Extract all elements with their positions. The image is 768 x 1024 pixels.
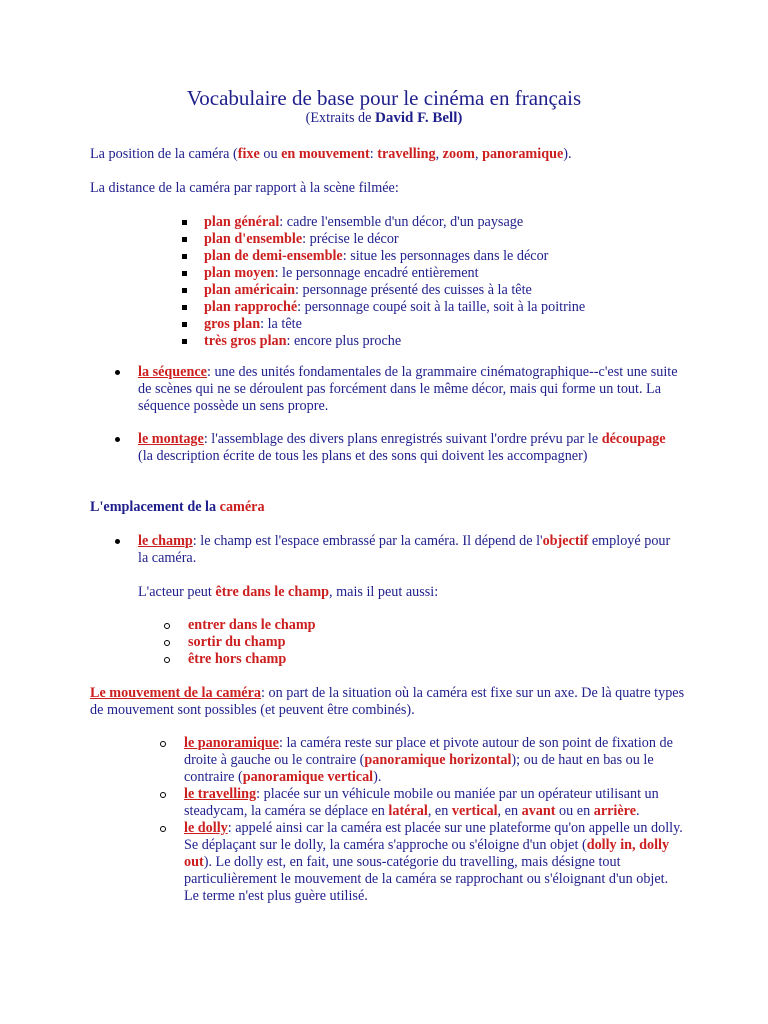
list-item: être hors champ (188, 651, 316, 668)
acteur-paragraph: L'acteur peut être dans le champ, mais il peut aussi: (138, 584, 439, 600)
list-item: le travelling: placée sur un véhicule mobile ou maniée par un opérateur utilisant un steadycam, la caméra se déplace en latéral, en vertical, en avant ou en arrière. (184, 786, 684, 820)
subtitle-author: David F. Bell) (374, 110, 463, 126)
subtitle-prefix: (Extraits de (305, 110, 375, 126)
camera-position-paragraph: La position de la caméra (fixe ou en mouvement: travelling, zoom, panoramique). (90, 146, 572, 162)
term-travelling: travelling (377, 146, 436, 162)
movement-types-list (184, 735, 684, 905)
term-en-mouvement: en mouvement (281, 146, 370, 162)
list-item: entrer dans le champ (188, 617, 316, 633)
term-sequence: la séquence (138, 364, 207, 380)
list-item: plan général: cadre l'ensemble d'un décor, d'un paysage (204, 214, 585, 231)
term-zoom: zoom (442, 146, 475, 162)
champ-options-list (188, 617, 316, 668)
list-item: le dolly: appelé ainsi car la caméra est placée sur une plateforme qu'on appelle un dolly. Se déplaçant sur le dolly, la caméra s'approche ou s'éloigne d'un objet (dolly in, dolly out). Le dolly est, en fait, une sous-catégorie du travelling, mais désigne tout particulièrement le mouvement de la caméra se rapprochant ou s'éloignant d'un objet. Le terme n'est plus guère utilisé. (184, 820, 683, 904)
term-fixe: fixe (237, 146, 260, 162)
list-item: gros plan: la tête (204, 316, 585, 333)
champ-definition: le champ: le champ est l'espace embrassé par la caméra. Il dépend de l'objectif employé pour la caméra. (138, 533, 678, 567)
term-decoupage: découpage (601, 431, 666, 447)
list-item: plan rapproché: personnage coupé soit à la taille, soit à la poitrine (204, 299, 586, 315)
list-item: sortir du champ (188, 634, 316, 651)
mouvement-heading: Le mouvement de la caméra (90, 685, 261, 701)
emplacement-heading: L'emplacement de la caméra (90, 499, 265, 515)
page-title: Vocabulaire de base pour le cinéma en français (186, 86, 582, 110)
page-subtitle (0, 110, 768, 127)
term-panoramique: panoramique (482, 146, 564, 162)
list-item: plan de demi-ensemble: situe les personnages dans le décor (204, 248, 585, 265)
list-item: plan d'ensemble: précise le décor (204, 231, 585, 248)
list-item: plan moyen: le personnage encadré entièrement (204, 265, 585, 282)
term-champ: le champ (138, 533, 193, 549)
term-montage: le montage (138, 431, 204, 447)
list-item: le panoramique: la caméra reste sur place et pivote autour de son point de fixation de droite à gauche ou le contraire (panoramique horizontal); ou de haut en bas ou le contraire (panoramique vertical). (184, 735, 684, 786)
list-item: très gros plan: encore plus proche (204, 333, 585, 350)
term-objectif: objectif (542, 533, 589, 549)
distance-intro: La distance de la caméra par rapport à la scène filmée: (90, 180, 399, 196)
montage-definition: le montage: l'assemblage des divers plans enregistrés suivant l'ordre prévu par le découpage (la description écrite de tous les plans et des sons qui doivent les accompagner) (138, 431, 678, 465)
shot-distance-list (204, 214, 585, 350)
mouvement-paragraph: Le mouvement de la caméra: on part de la situation où la caméra est fixe sur un axe. De là quatre types de mouvement sont possibles (et peuvent être combinés). (90, 685, 685, 718)
sequence-definition: la séquence: une des unités fondamentales de la grammaire cinématographique--c'est une suite de scènes qui ne se déroulent pas forcément dans le même décor, mais qui forme un tout. La séquence possède un sens propre. (138, 364, 678, 414)
list-item: plan américain: personnage présenté des cuisses à la tête (204, 282, 585, 299)
